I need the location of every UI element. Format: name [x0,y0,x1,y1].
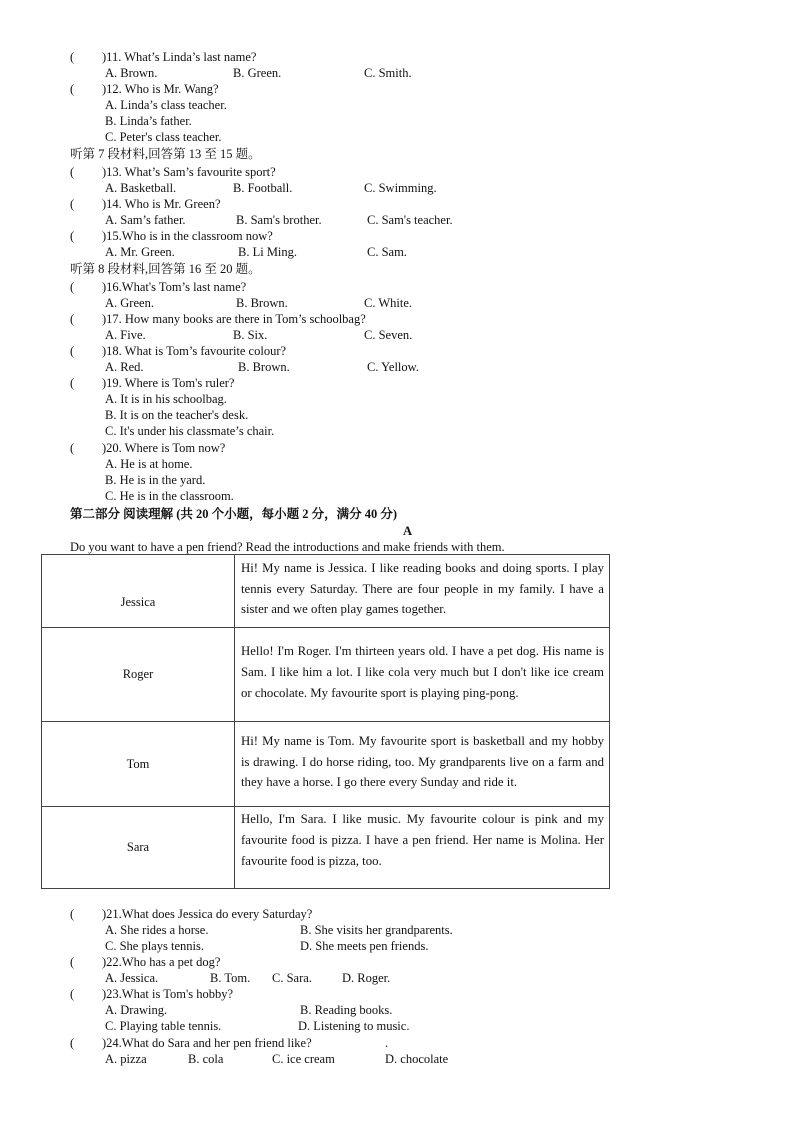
option-b: B. Tom. [210,971,251,985]
question-text: )11. What’s Linda’s last name? [102,50,257,64]
question-text: )20. Where is Tom now? [102,441,226,455]
option-a: A. It is in his schoolbag. [105,392,227,406]
segment-7-instruction: 听第 7 段材料,回答第 13 至 15 题。 [70,147,261,161]
option-b: B. Linda’s father. [105,114,192,128]
option-b: B. Football. [233,181,293,195]
question-text: )21.What does Jessica do every Saturday? [102,907,313,921]
answer-paren: ( [70,312,75,326]
answer-paren: ( [70,82,75,96]
question-text: )24.What do Sara and her pen friend like? [102,1036,312,1050]
option-b: B. It is on the teacher's desk. [105,408,249,422]
answer-paren: ( [70,441,75,455]
question-text: )17. How many books are there in Tom’s schoolbag? [102,312,366,326]
trailing-mark: . [385,1036,389,1050]
option-b: B. cola [188,1052,224,1066]
option-c: C. Sam's teacher. [367,213,453,227]
person-name-text: Jessica [120,594,156,609]
person-intro: Hello! I'm Roger. I'm thirteen years old. I have a pet dog. His name is Sam. I like him a lot. I like cola very much but I don't like ice cream or chocolate. My favourite sport is playing ping-pong. [235,628,610,722]
table-row [42,628,610,722]
pen-friend-table [41,554,610,889]
option-a: A. She rides a horse. [105,923,209,937]
option-c: C. He is in the classroom. [105,489,234,503]
answer-paren: ( [70,955,75,969]
question-text: )12. Who is Mr. Wang? [102,82,219,96]
question-text: )19. Where is Tom's ruler? [102,376,235,390]
person-intro: Hello, I'm Sara. I like music. My favourite colour is pink and my favourite food is pizza. I have a pen friend. Her name is Molina. Her favourite food is pizza, too. [235,807,610,889]
answer-paren: ( [70,280,75,294]
option-a: A. Mr. Green. [105,245,175,259]
option-c: C. White. [364,296,413,310]
table-row [42,555,610,628]
option-d: D. Roger. [342,971,391,985]
option-c: C. Playing table tennis. [105,1019,222,1033]
option-a: A. Basketball. [105,181,177,195]
option-c: C. She plays tennis. [105,939,204,953]
person-intro: Hi! My name is Jessica. I like reading books and doing sports. I play tennis every Saturday. There are four people in my family. I have a sister and we often play games together. [235,555,610,628]
intro-instruction: Do you want to have a pen friend? Read the introductions and make friends with them. [70,540,505,554]
option-c: C. Smith. [364,66,412,80]
option-b: B. Sam's brother. [236,213,322,227]
option-b: B. Reading books. [300,1003,393,1017]
option-c: C. Sam. [367,245,407,259]
option-b: B. Li Ming. [238,245,298,259]
table-row [42,807,610,889]
question-text: )14. Who is Mr. Green? [102,197,221,211]
table-row [42,722,610,807]
part2-heading: 第二部分 阅读理解 (共 20 个小题，每小题 2 分，满分 40 分) [70,507,398,521]
answer-paren: ( [70,907,75,921]
option-d: D. chocolate [385,1052,449,1066]
answer-paren: ( [70,344,75,358]
option-b: B. She visits her grandparents. [300,923,453,937]
question-text: )16.What's Tom’s last name? [102,280,247,294]
answer-paren: ( [70,197,75,211]
option-d: D. Listening to music. [298,1019,410,1033]
option-c: C. Peter's class teacher. [105,130,222,144]
option-a: A. pizza [105,1052,147,1066]
option-c: C. Sara. [272,971,312,985]
option-b: B. Brown. [238,360,290,374]
segment-8-instruction: 听第 8 段材料,回答第 16 至 20 题。 [70,262,261,276]
person-name [42,555,235,628]
option-a: A. Five. [105,328,146,342]
person-name: Tom [42,722,235,807]
option-b: B. He is in the yard. [105,473,206,487]
option-a: A. He is at home. [105,457,193,471]
question-text: )18. What is Tom’s favourite colour? [102,344,287,358]
option-a: A. Red. [105,360,144,374]
option-a: A. Green. [105,296,154,310]
option-a: A. Brown. [105,66,158,80]
question-text: )13. What’s Sam’s favourite sport? [102,165,276,179]
answer-paren: ( [70,165,75,179]
option-c: C. Seven. [364,328,413,342]
option-b: B. Six. [233,328,268,342]
option-c: C. Yellow. [367,360,419,374]
option-c: C. ice cream [272,1052,335,1066]
question-text: )23.What is Tom's hobby? [102,987,233,1001]
option-d: D. She meets pen friends. [300,939,429,953]
answer-paren: ( [70,376,75,390]
question-text: )15.Who is in the classroom now? [102,229,273,243]
person-name: Sara [42,807,235,889]
answer-paren: ( [70,1036,75,1050]
answer-paren: ( [70,987,75,1001]
option-a: A. Jessica. [105,971,159,985]
option-a: A. Drawing. [105,1003,168,1017]
option-b: B. Green. [233,66,282,80]
person-name: Roger [42,628,235,722]
answer-paren: ( [70,50,75,64]
person-intro: Hi! My name is Tom. My favourite sport is basketball and my hobby is drawing. I do horse riding, too. My grandparents live on a farm and they have a horse. I go there every Sunday and ride it. [235,722,610,807]
option-a: A. Linda’s class teacher. [105,98,227,112]
option-a: A. Sam’s father. [105,213,186,227]
answer-paren: ( [70,229,75,243]
question-text: )22.Who has a pet dog? [102,955,221,969]
option-c: C. Swimming. [364,181,437,195]
option-c: C. It's under his classmate’s chair. [105,424,275,438]
option-b: B. Brown. [236,296,288,310]
section-letter: A [403,524,413,538]
